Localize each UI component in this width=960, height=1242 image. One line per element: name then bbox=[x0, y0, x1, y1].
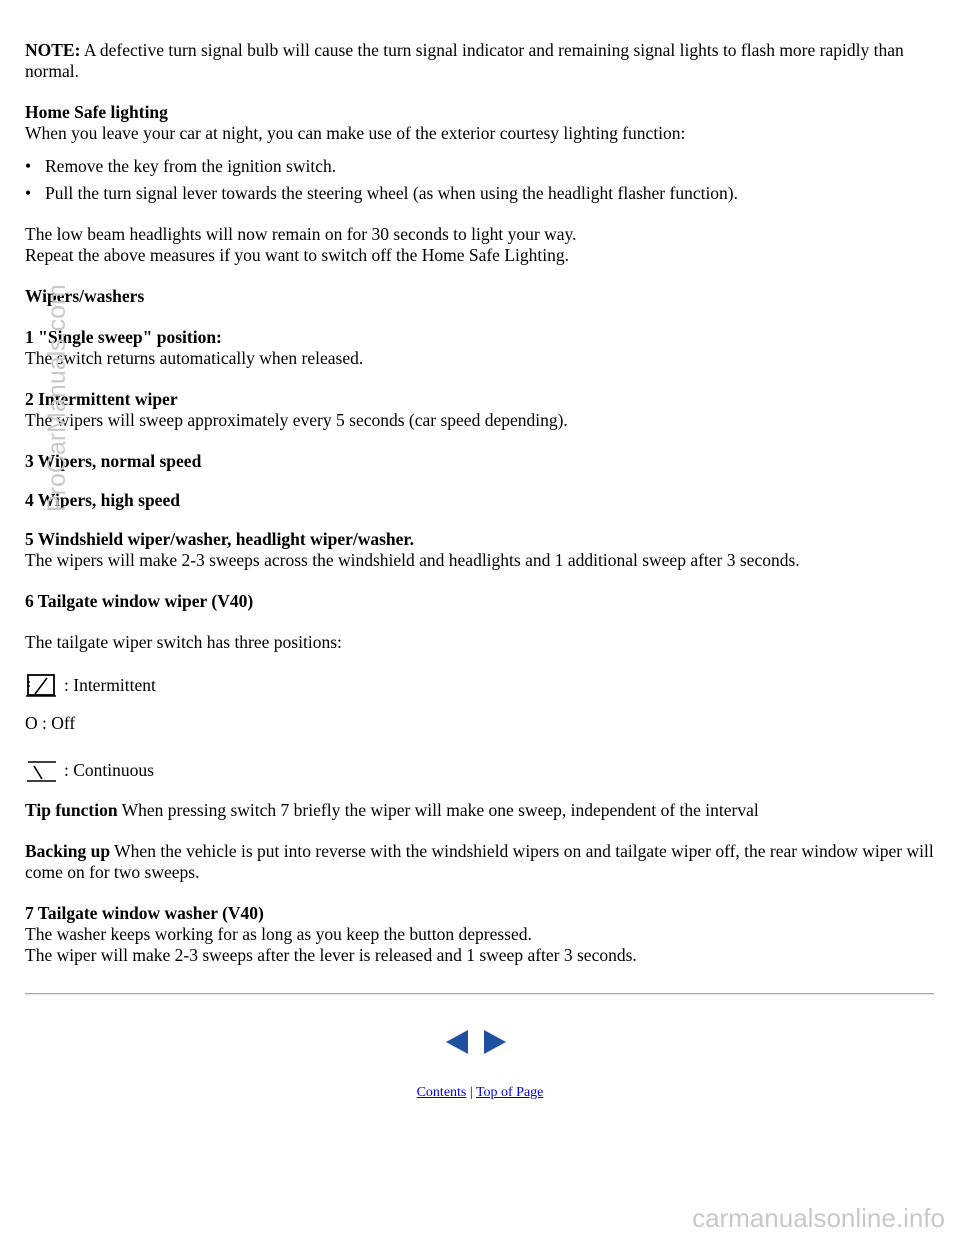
home-safe-result bbox=[25, 224, 940, 266]
tailgate-continuous-label: : Continuous bbox=[64, 759, 154, 780]
washer-line2: The wiper will make 2-3 sweeps after the lever is released and 1 sweep after 3 seconds. bbox=[25, 945, 637, 965]
wiper-item-text: The switch returns automatically when released. bbox=[25, 348, 364, 368]
tailgate-heading-text: 6 Tailgate window wiper (V40) bbox=[25, 591, 254, 611]
manual-content bbox=[25, 40, 940, 986]
footer-separator: | bbox=[469, 1085, 473, 1100]
home-safe-steps bbox=[25, 156, 940, 204]
washer-section bbox=[25, 903, 940, 966]
previous-page-arrow-icon[interactable] bbox=[444, 1029, 470, 1055]
tailgate-intro: The tailgate wiper switch has three positions: bbox=[25, 632, 342, 652]
wiper-item-title: 4 Wipers, high speed bbox=[25, 490, 180, 510]
wipers-heading bbox=[25, 286, 940, 307]
washer-line1: The washer keeps working for as long as you keep the button depressed. bbox=[25, 924, 532, 944]
wiper-item-text: The wipers will make 2-3 sweeps across the windshield and headlights and 1 additional sweep after 3 seconds. bbox=[25, 550, 800, 570]
wiper-item-title: 5 Windshield wiper/washer, headlight wiper/washer. bbox=[25, 529, 414, 549]
next-page-arrow-icon[interactable] bbox=[482, 1029, 508, 1055]
footer-links bbox=[0, 1082, 960, 1103]
tip-text: When pressing switch 7 briefly the wiper will make one sweep, independent of the interval bbox=[117, 800, 759, 820]
home-safe-step: • Pull the turn signal lever towards the steering wheel (as when using the headlight flasher function). bbox=[45, 183, 940, 204]
contents-link[interactable]: Contents bbox=[416, 1085, 467, 1100]
page-navigation bbox=[444, 1029, 508, 1055]
wipers-heading-text: Wipers/washers bbox=[25, 286, 145, 306]
home-safe-result-line2: Repeat the above measures if you want to switch off the Home Safe Lighting. bbox=[25, 245, 569, 265]
backing-text: When the vehicle is put into reverse with the windshield wipers on and tailgate wiper off, the rear window wiper will come on for two sweeps. bbox=[25, 841, 934, 882]
note-text: A defective turn signal bulb will cause the turn signal indicator and remaining signal lights to flash more rapidly than normal. bbox=[25, 40, 904, 81]
wiper-continuous-icon bbox=[25, 754, 59, 786]
wiper-item-2 bbox=[25, 389, 940, 431]
tailgate-position-continuous bbox=[25, 754, 940, 786]
home-safe-step: • Remove the key from the ignition switch. bbox=[45, 156, 940, 177]
bottom-watermark: carmanualsonline.info bbox=[692, 1203, 945, 1233]
wiper-item-1 bbox=[25, 327, 940, 369]
wiper-item-text: The wipers will sweep approximately every 5 seconds (car speed depending). bbox=[25, 410, 568, 430]
tailgate-off-label: O : Off bbox=[25, 713, 76, 733]
note-label: NOTE: bbox=[25, 40, 81, 60]
wiper-item-title: 2 Intermittent wiper bbox=[25, 389, 178, 409]
home-safe-result-line1: The low beam headlights will now remain on for 30 seconds to light your way. bbox=[25, 224, 577, 244]
wiper-item-4 bbox=[25, 490, 940, 511]
home-safe-section bbox=[25, 102, 940, 144]
wiper-item-title: 3 Wipers, normal speed bbox=[25, 451, 202, 471]
tip-label: Tip function bbox=[25, 800, 118, 820]
tailgate-position-intermittent bbox=[25, 669, 940, 701]
note-paragraph bbox=[25, 40, 940, 82]
wiper-item-5 bbox=[25, 529, 940, 571]
tailgate-intermittent-label: : Intermittent bbox=[64, 674, 156, 695]
side-watermark: ProCarManuals.com bbox=[43, 284, 71, 512]
wiper-item-title: 1 "Single sweep" position: bbox=[25, 327, 222, 347]
backing-label: Backing up bbox=[25, 841, 111, 861]
tailgate-heading bbox=[25, 591, 940, 612]
home-safe-heading: Home Safe lighting bbox=[25, 102, 168, 122]
top-of-page-link[interactable]: Top of Page bbox=[475, 1085, 544, 1100]
washer-heading: 7 Tailgate window washer (V40) bbox=[25, 903, 264, 923]
backing-paragraph bbox=[25, 841, 940, 883]
wiper-intermittent-icon bbox=[25, 669, 59, 701]
wiper-item-3 bbox=[25, 451, 940, 472]
section-divider bbox=[25, 993, 934, 995]
tip-paragraph bbox=[25, 800, 940, 821]
home-safe-intro: When you leave your car at night, you can make use of the exterior courtesy lighting function: bbox=[25, 123, 686, 143]
